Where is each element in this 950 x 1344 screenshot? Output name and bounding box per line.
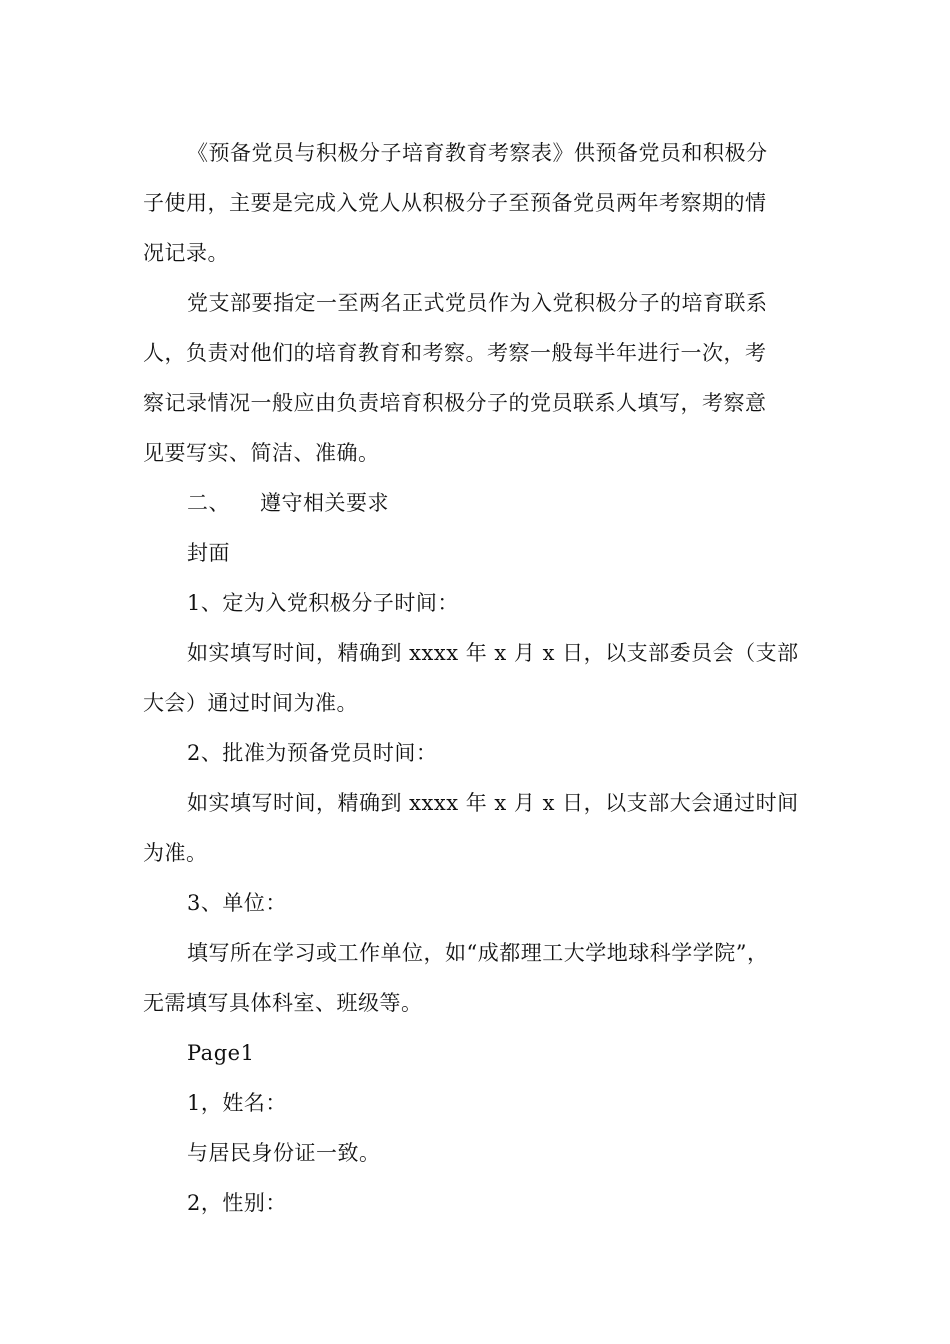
text-line: 无需填写具体科室、班级等。	[143, 991, 423, 1015]
item-activist-date-label: 1、定为入党积极分子时间：	[187, 591, 459, 615]
item-name-label: 1，姓名：	[187, 1091, 287, 1115]
text-line: 如实填写时间，精确到 xxxx 年 x 月 x 日，以支部大会通过时间	[187, 791, 799, 815]
text-line: 子使用，主要是完成入党人从积极分子至预备党员两年考察期的情	[143, 191, 767, 215]
item-probationary-date-label: 2、批准为预备党员时间：	[187, 741, 438, 765]
text-line: 察记录情况一般应由负责培育积极分子的党员联系人填写，考察意	[143, 391, 767, 415]
item-name-desc: 与居民身份证一致。	[187, 1141, 381, 1165]
text-line: 《预备党员与积极分子培育教育考察表》供预备党员和积极分	[187, 141, 768, 165]
text-line: 党支部要指定一至两名正式党员作为入党积极分子的培育联系	[187, 291, 768, 315]
item-cover: 封面	[187, 541, 230, 565]
text-line: 如实填写时间，精确到 xxxx 年 x 月 x 日，以支部委员会（支部	[187, 641, 799, 665]
text-line: 大会）通过时间为准。	[143, 691, 358, 715]
item-probationary-date-desc	[143, 778, 823, 878]
text-line: 填写所在学习或工作单位，如“成都理工大学地球科学学院”，	[187, 941, 769, 965]
text-line: 况记录。	[143, 241, 229, 265]
item-activist-date-desc	[143, 628, 823, 728]
page-marker: Page1	[187, 1041, 255, 1065]
document-body	[143, 128, 823, 1228]
section-number: 二、	[187, 491, 230, 515]
item-gender-label: 2，性别：	[187, 1191, 287, 1215]
text-line: 为准。	[143, 841, 208, 865]
item-unit-label: 3、单位：	[187, 891, 287, 915]
section-title: 遵守相关要求	[260, 491, 389, 515]
item-unit-desc	[143, 928, 823, 1028]
liaison-paragraph	[143, 278, 823, 478]
text-line: 见要写实、简洁、准确。	[143, 441, 380, 465]
text-line: 人，负责对他们的培育教育和考察。考察一般每半年进行一次，考	[143, 341, 767, 365]
section-heading	[143, 478, 823, 528]
intro-paragraph	[143, 128, 823, 278]
